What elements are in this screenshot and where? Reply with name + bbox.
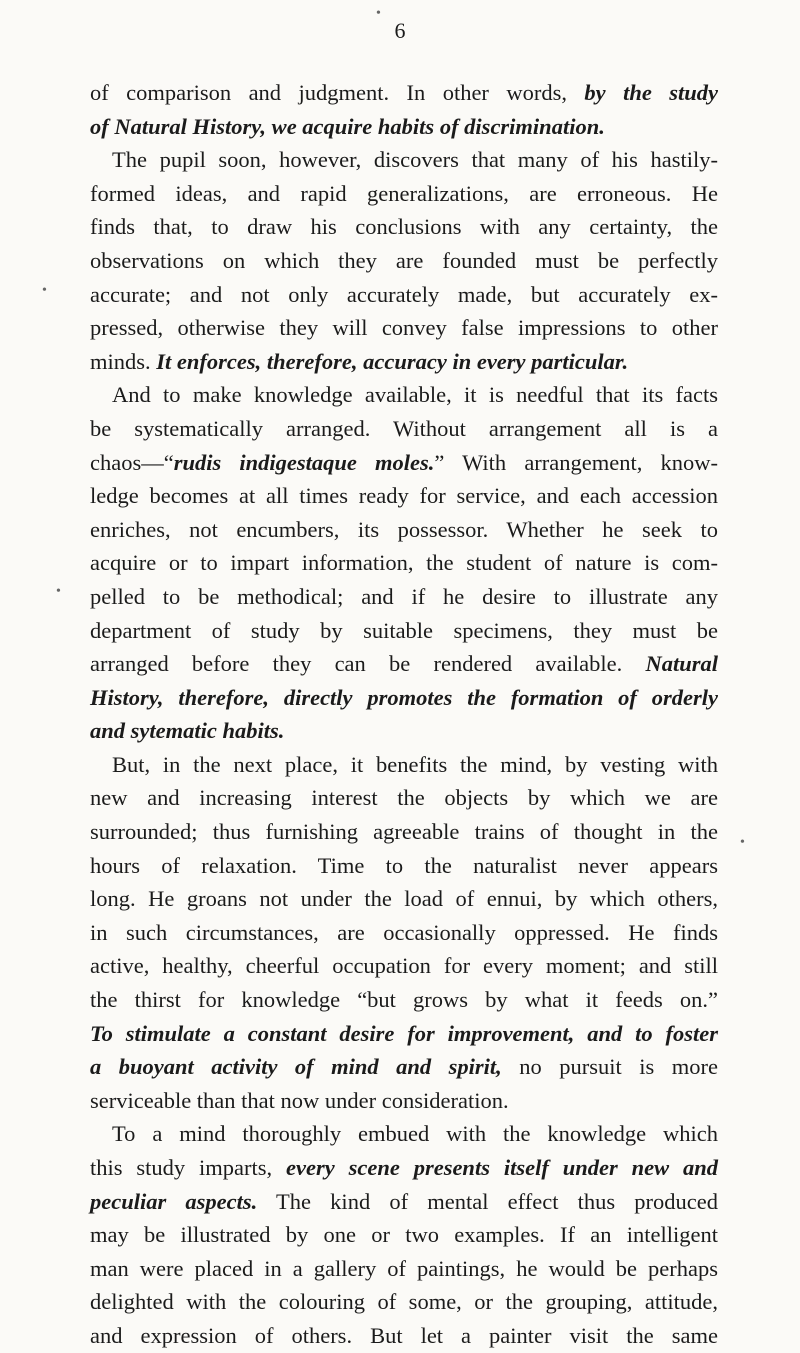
text-span: minds. <box>90 348 157 374</box>
text-span: of comparison and judgment. In other words, <box>90 80 585 105</box>
text-span: long. He groans not under the load of ennui, by which others, <box>90 886 718 912</box>
text-span: be systematically arranged. Without arrangement all is a <box>90 415 718 441</box>
text-line <box>90 378 718 412</box>
text-span: pelled to be methodical; and if he desire to illustrate any <box>90 583 718 609</box>
text-span: To a mind thoroughly embued with the knowledge which <box>112 1121 718 1147</box>
body-text <box>90 76 718 1353</box>
text-line <box>90 916 718 950</box>
text-line <box>90 1151 718 1185</box>
text-line <box>90 244 718 278</box>
text-line <box>90 177 718 211</box>
text-line <box>90 143 718 177</box>
text-line <box>90 681 718 715</box>
text-line <box>90 1252 718 1286</box>
text-line <box>90 815 718 849</box>
text-line <box>90 647 718 681</box>
text-span: ledge becomes at all times ready for service, and each accession <box>90 483 718 509</box>
emphasis-text: a buoyant activity of mind and spirit, <box>90 1054 502 1080</box>
text-span: formed ideas, and rapid generalizations, are erroneous. He <box>90 180 718 206</box>
text-span: And to make knowledge available, it is needful that its facts <box>112 382 718 408</box>
text-span: department of study by suitable specimens, they must be <box>90 617 718 643</box>
text-span: arranged before they can be rendered available. <box>90 651 646 677</box>
text-line <box>90 882 718 916</box>
text-span: man were placed in a gallery of paintings, he would be perhaps <box>90 1255 718 1281</box>
text-line <box>90 748 718 782</box>
text-span: The pupil soon, however, discovers that many of his hastily- <box>112 147 718 173</box>
text-line <box>90 412 718 446</box>
emphasis-text: Natural <box>645 651 718 677</box>
text-span: But, in the next place, it benefits the mind, by vesting with <box>112 751 718 777</box>
page-number: 6 <box>394 18 406 43</box>
emphasis-text: To stimulate a constant desire for improvement, and to foster <box>90 1020 718 1046</box>
text-span: may be illustrated by one or two examples. If an intelligent <box>90 1222 718 1248</box>
text-line <box>90 479 718 513</box>
text-line <box>90 1218 718 1252</box>
text-span: delighted with the colouring of some, or the grouping, attitude, <box>90 1289 718 1315</box>
text-span: ” With arrangement, know- <box>434 449 718 475</box>
text-span: this study imparts, <box>90 1155 287 1180</box>
text-line <box>90 1084 718 1118</box>
text-line <box>90 983 718 1017</box>
text-span: surrounded; thus furnishing agreeable trains of thought in the <box>90 819 718 845</box>
text-span: serviceable than that now under consideration. <box>90 1087 509 1113</box>
speck-mark: • <box>56 584 61 599</box>
emphasis-text: and sytematic habits. <box>90 718 285 744</box>
text-span: The kind of mental effect thus produced <box>257 1188 719 1214</box>
text-line <box>90 513 718 547</box>
text-span: observations on which they are founded must be perfectly <box>90 247 718 273</box>
speck-mark: • <box>42 283 47 298</box>
speck-mark: • <box>740 835 745 850</box>
text-line <box>90 210 718 244</box>
text-span: acquire or to impart information, the student of nature is com- <box>90 550 718 576</box>
speck-mark: • <box>376 6 381 21</box>
text-span: and expression of others. But let a painter visit the same <box>90 1322 718 1348</box>
emphasis-text: History, therefore, directly promotes the formation of orderly <box>90 684 718 710</box>
text-span: accurate; and not only accurately made, but accurately ex- <box>90 281 718 307</box>
text-span: enriches, not encumbers, its possessor. Whether he seek to <box>90 516 718 542</box>
emphasis-text: by the study <box>584 80 719 105</box>
text-line <box>90 714 718 748</box>
text-line <box>90 1319 718 1353</box>
text-line <box>90 1050 718 1084</box>
text-line <box>90 949 718 983</box>
text-line <box>90 110 718 144</box>
text-line <box>90 580 718 614</box>
text-line <box>90 1017 718 1051</box>
text-span: no pursuit is more <box>501 1054 718 1080</box>
text-line <box>90 446 718 480</box>
text-line <box>90 311 718 345</box>
text-span: pressed, otherwise they will convey false impressions to other <box>90 315 718 341</box>
text-span: hours of relaxation. Time to the naturalist never appears <box>90 852 718 878</box>
emphasis-text: It enforces, therefore, accuracy in every particular. <box>156 348 629 374</box>
text-line <box>90 614 718 648</box>
emphasis-text: every scene presents itself under new and <box>286 1155 718 1180</box>
text-line <box>90 546 718 580</box>
text-line <box>90 1185 718 1219</box>
text-span: in such circumstances, are occasionally oppressed. He finds <box>90 919 718 945</box>
text-line <box>90 76 718 110</box>
text-span: the thirst for knowledge “but grows by what it feeds on.” <box>90 987 718 1013</box>
emphasis-text: rudis indigestaque moles. <box>173 449 435 475</box>
text-line <box>90 278 718 312</box>
text-line <box>90 345 718 379</box>
text-line <box>90 1285 718 1319</box>
text-span: finds that, to draw his conclusions with any certainty, the <box>90 214 718 240</box>
text-line <box>90 1117 718 1151</box>
text-span: chaos—“ <box>90 449 174 475</box>
text-span: active, healthy, cheerful occupation for every moment; and still <box>90 953 718 979</box>
emphasis-text: peculiar aspects. <box>90 1188 258 1214</box>
text-line <box>90 849 718 883</box>
text-line <box>90 781 718 815</box>
text-span: new and increasing interest the objects by which we are <box>90 785 718 811</box>
emphasis-text: of Natural History, we acquire habits of discrimination. <box>90 113 605 139</box>
